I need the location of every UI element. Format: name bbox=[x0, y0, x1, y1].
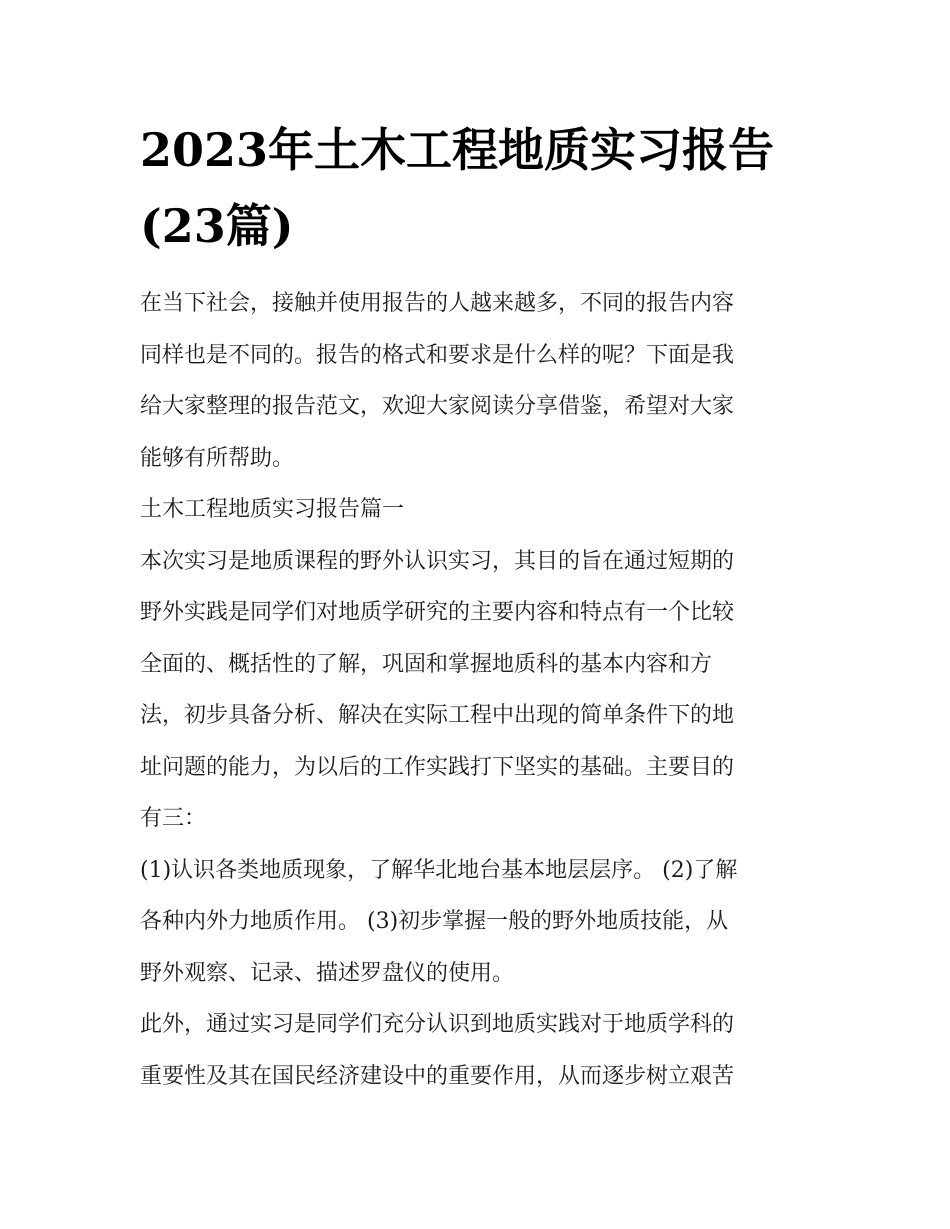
text-line: 址问题的能力，为以后的工作实践打下坚实的基础。主要目的 bbox=[140, 754, 735, 780]
section-heading bbox=[140, 484, 815, 536]
document-title bbox=[140, 112, 815, 264]
text-line: 重要性及其在国民经济建设中的重要作用，从而逐步树立艰苦 bbox=[140, 1063, 735, 1089]
text-line: 野外观察、记录、描述罗盘仪的使用。 bbox=[140, 960, 515, 986]
intro-paragraph bbox=[140, 278, 815, 484]
text-line: 本次实习是地质课程的野外认识实习，其目的旨在通过短期的 bbox=[140, 548, 735, 574]
text-line: 全面的、概括性的了解，巩固和掌握地质科的基本内容和方 bbox=[140, 651, 713, 677]
text-line: 能够有所帮助。 bbox=[140, 445, 295, 471]
closing-paragraph bbox=[140, 999, 815, 1102]
text-line: 土木工程地质实习报告篇一 bbox=[140, 497, 405, 522]
objectives-paragraph bbox=[140, 845, 815, 1000]
document-body bbox=[140, 278, 815, 1102]
text-line: (1)认识各类地质现象，了解华北地台基本地层层序。 (2)了解 bbox=[140, 857, 738, 883]
text-line: 同样也是不同的。报告的格式和要求是什么样的呢？下面是我 bbox=[140, 342, 735, 368]
purpose-paragraph bbox=[140, 536, 815, 845]
text-line: 给大家整理的报告范文，欢迎大家阅读分享借鉴，希望对大家 bbox=[140, 394, 735, 419]
title-line-2: (23篇) bbox=[140, 199, 294, 253]
text-line: 在当下社会，接触并使用报告的人越来越多，不同的报告内容 bbox=[140, 291, 735, 316]
text-line: 各种内外力地质作用。 (3)初步掌握一般的野外地质技能，从 bbox=[140, 909, 729, 934]
text-line: 法，初步具备分析、解决在实际工程中出现的简单条件下的地 bbox=[140, 703, 735, 728]
text-line: 有三： bbox=[140, 806, 207, 831]
text-line: 此外，通过实习是同学们充分认识到地质实践对于地质学科的 bbox=[140, 1012, 735, 1037]
document-content bbox=[140, 112, 815, 1102]
text-line: 野外实践是同学们对地质学研究的主要内容和特点有一个比较 bbox=[140, 600, 735, 625]
title-line-1: 2023年土木工程地质实习报告 bbox=[140, 123, 775, 177]
